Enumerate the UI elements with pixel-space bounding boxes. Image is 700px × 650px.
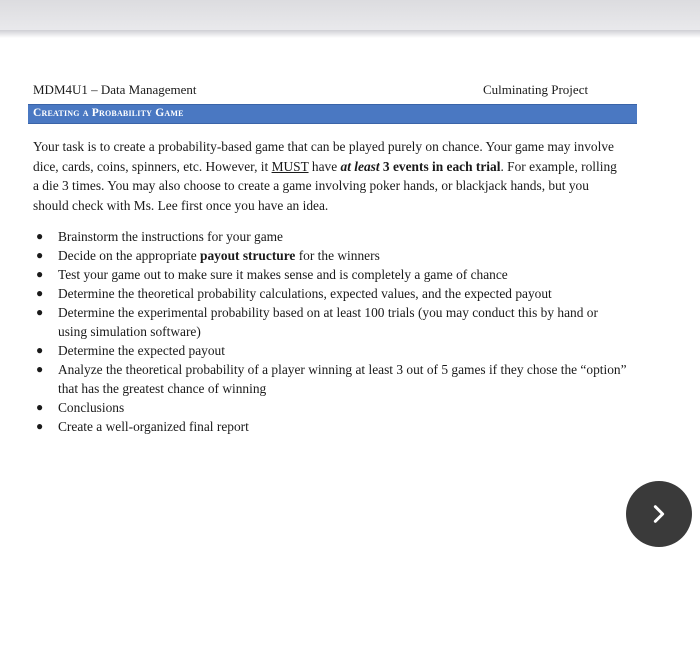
task-text: Determine the theoretical probability calculations, expected values, and the expected payout (58, 286, 552, 301)
bullet-icon: ● (36, 305, 44, 319)
intro-at-least: at least (340, 158, 380, 174)
list-item (33, 265, 628, 284)
bullet-icon: ● (36, 267, 44, 281)
intro-three-events: 3 events in each trial (379, 158, 501, 174)
list-item (33, 246, 628, 265)
intro-must: MUST (271, 158, 309, 174)
intro-paragraph (33, 137, 623, 215)
task-text: Determine the experimental probability based on at least 100 trials (you may conduct this by hand or using simulation software) (58, 305, 598, 339)
task-text: Brainstorm the instructions for your game (58, 229, 283, 244)
task-text: Create a well-organized final report (58, 419, 249, 434)
task-text: Conclusions (58, 400, 125, 415)
bullet-icon: ● (36, 362, 44, 376)
intro-text-1: Your task is to create a probability-based game that can be played purely on chance. Your game may involve dice, cards, coins, spinners, etc. However, it (33, 139, 614, 174)
bullet-icon: ● (36, 248, 44, 262)
task-list (33, 227, 628, 436)
section-title: Creating a Probability Game (33, 107, 184, 119)
section-banner (28, 104, 637, 124)
list-item (33, 227, 628, 246)
list-item (33, 303, 628, 341)
task-text: Determine the expected payout (58, 343, 225, 358)
bullet-icon: ● (36, 229, 44, 243)
document-page (0, 38, 700, 650)
course-header: MDM4U1 – Data Management (33, 82, 197, 97)
bullet-icon: ● (36, 419, 44, 433)
task-bold-text: payout structure (200, 248, 296, 263)
task-text: for the winners (295, 248, 380, 263)
next-page-button[interactable] (626, 481, 692, 547)
list-item (33, 398, 628, 417)
intro-text-2: have (308, 158, 341, 174)
list-item (33, 341, 628, 360)
task-text: Test your game out to make sure it makes sense and is completely a game of chance (58, 267, 508, 282)
list-item (33, 417, 628, 436)
bullet-icon: ● (36, 400, 44, 414)
project-header: Culminating Project (483, 82, 589, 97)
viewer-top-bar (0, 0, 700, 30)
bullet-icon: ● (36, 286, 44, 300)
intro-text-3: . For example, rolling a die 3 times. You may also choose to create a game involving poker hands, or blackjack hands, but you should check with Ms. Lee first once you have an idea. (33, 158, 617, 213)
bullet-icon: ● (36, 343, 44, 357)
list-item (33, 360, 628, 398)
task-text: Decide on the appropriate (58, 248, 201, 263)
task-text: Analyze the theoretical probability of a player winning at least 3 out of 5 games if they chose the “option” that has the greatest chance of winning (58, 362, 627, 396)
list-item (33, 284, 628, 303)
page-top-edge (0, 30, 700, 38)
chevron-right-icon (648, 503, 670, 525)
